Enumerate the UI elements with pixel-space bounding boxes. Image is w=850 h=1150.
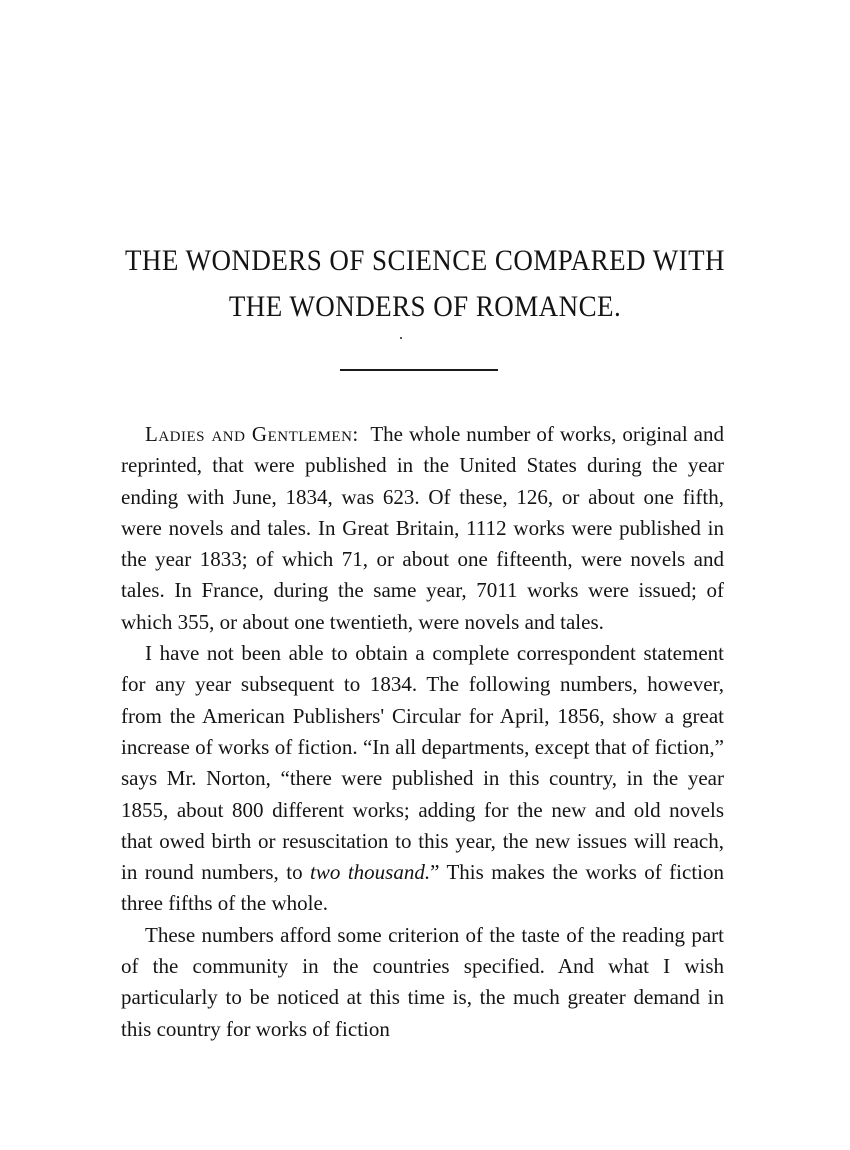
body-text — [121, 419, 724, 1045]
title-rule — [340, 369, 498, 371]
paragraph-2-text-before: I have not been able to obtain a complete correspondent statement for any year subsequent to 1834. The following numbers, however, from the American Publishers' Circular for April, 1856, show a great increase of works of fiction. “In all departments, except that of fiction,” says Mr. Norton, “there were published in this country, in the year 1855, about 800 different works; adding for the new and old novels that owed birth or resuscitation to this year, the new issues will reach, in round numbers, to — [121, 641, 724, 885]
chapter-title — [0, 238, 850, 330]
title-line-2: THE WONDERS OF ROMANCE. — [228, 290, 622, 323]
paragraph-2-text-after: ” This makes the works of fiction three fifths of the whole. — [121, 860, 724, 916]
paragraph-3 — [121, 920, 724, 1045]
paragraph-3-text: These numbers afford some criterion of the taste of the reading part of the community in the countries specified. And what I wish particularly to be noticed at this time is, the much greater demand in this country for works of fiction — [121, 922, 724, 1041]
salutation: Ladies and Gentlemen: — [145, 422, 359, 446]
paragraph-2-emphasis: two thousand. — [310, 860, 431, 885]
ornament-dot — [400, 337, 402, 339]
paragraph-1 — [121, 419, 724, 638]
paragraph-1-text: The whole number of works, original and reprinted, that were published in the United States during the year ending with June, 1834, was 623. Of these, 126, or about one fifth, were novels and tales. In Great Britain, 1112 works were published in the year 1833; of which 71, or about one fifteenth, were novels and tales. In France, during the same year, 7011 works were issued; of which 355, or about one twentieth, were novels and tales. — [121, 422, 724, 634]
title-line-1: THE WONDERS OF SCIENCE COMPARED WITH — [124, 244, 725, 277]
paragraph-2 — [121, 638, 724, 920]
